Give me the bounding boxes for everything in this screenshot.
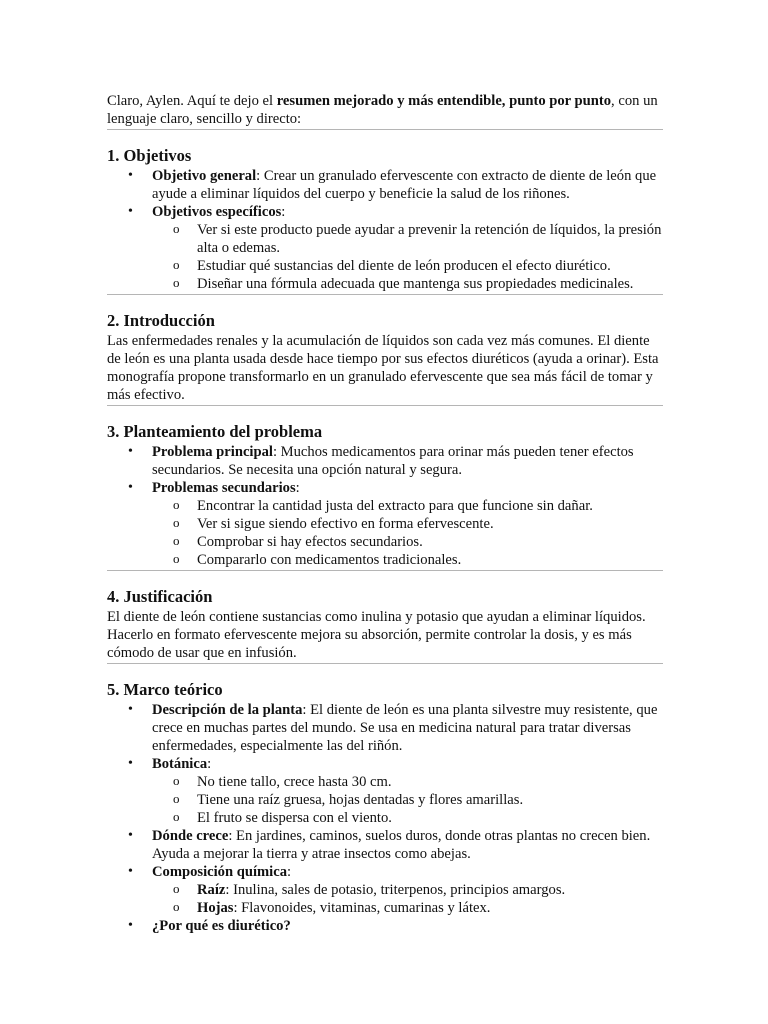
sub-list-item: o Ver si sigue siendo efectivo en forma efervescente. — [152, 515, 663, 533]
item-text: : — [207, 756, 212, 772]
intro-paragraph — [107, 92, 663, 128]
list-item-descripcion — [107, 701, 663, 755]
list-item-problema-principal — [107, 443, 663, 479]
item-label: Botánica — [152, 756, 208, 772]
item-label: Objetivos específicos — [152, 204, 282, 220]
introduccion-paragraph: Las enfermedades renales y la acumulación de líquidos son cada vez más comunes. El diente de león es una planta usada desde hace tiempo por sus efectos diuréticos (ayuda a orinar). Esta monografía propone transformarlo en un granulado efervescente que sea más fácil de tomar y más efectivo. — [107, 333, 659, 403]
sub-list-item: o Comprobar si hay efectos secundarios. — [152, 533, 663, 551]
item-text: : — [287, 864, 292, 880]
section-title-introduccion: 2. Introducción — [107, 311, 215, 330]
item-label: Problemas secundarios — [152, 480, 296, 496]
list-item-donde-crece — [107, 827, 663, 863]
item-text: : Flavonoides, vitaminas, cumarinas y látex. — [233, 900, 491, 916]
item-label: Dónde crece — [152, 828, 229, 844]
section-divider — [107, 663, 663, 664]
objetivos-list — [107, 167, 663, 293]
item-text: : El diente de león es una planta silvestre muy resistente, que crece en muchas partes del mundo. Se usa en medicina natural para tratar diversas enfermedades, especialmente las del riñón. — [152, 702, 658, 754]
item-label: ¿Por qué es diurético? — [152, 918, 291, 934]
intro-text-end: , con un lenguaje claro, sencillo y directo: — [107, 93, 658, 127]
list-item-problemas-secundarios — [107, 479, 663, 569]
section-title-objetivos: 1. Objetivos — [107, 146, 192, 165]
botanica-sublist — [152, 773, 663, 827]
item-label: Raíz — [197, 882, 226, 898]
sub-list-item: o No tiene tallo, crece hasta 30 cm. — [152, 773, 663, 791]
problemas-secundarios-sublist — [152, 497, 663, 569]
item-label: Problema principal — [152, 444, 273, 460]
sub-list-item: o Compararlo con medicamentos tradicionales. — [152, 551, 663, 569]
sub-list-item: o Tiene una raíz gruesa, hojas dentadas y flores amarillas. — [152, 791, 663, 809]
sub-list-item: o Diseñar una fórmula adecuada que mantenga sus propiedades medicinales. — [152, 275, 663, 293]
section-divider — [107, 129, 663, 130]
item-label: Hojas — [197, 900, 234, 916]
sub-list-item — [152, 881, 663, 899]
sub-list-item: o Encontrar la cantidad justa del extracto para que funcione sin dañar. — [152, 497, 663, 515]
item-label: Objetivo general — [152, 168, 257, 184]
objetivos-especificos-sublist — [152, 221, 663, 293]
sub-list-item — [152, 899, 663, 917]
item-text: : — [281, 204, 286, 220]
section-title-marco-teorico: 5. Marco teórico — [107, 680, 223, 699]
document-body — [107, 92, 663, 935]
section-title-planteamiento: 3. Planteamiento del problema — [107, 422, 323, 441]
section-divider — [107, 570, 663, 571]
list-item-diuretico — [107, 917, 663, 935]
list-item-composicion — [107, 863, 663, 917]
sub-list-item: o Ver si este producto puede ayudar a prevenir la retención de líquidos, la presión alta o edemas. — [152, 221, 663, 257]
sub-list-item: o El fruto se dispersa con el viento. — [152, 809, 663, 827]
list-item-objetivo-general — [107, 167, 663, 203]
section-title-justificacion: 4. Justificación — [107, 587, 213, 606]
composicion-sublist — [152, 881, 663, 917]
intro-text: Claro, Aylen. Aquí te dejo el — [107, 93, 277, 109]
marco-teorico-list — [107, 701, 663, 935]
problemas-list — [107, 443, 663, 569]
item-label: Composición química — [152, 864, 288, 880]
section-divider — [107, 405, 663, 406]
sub-list-item: o Estudiar qué sustancias del diente de león producen el efecto diurético. — [152, 257, 663, 275]
item-text: : Inulina, sales de potasio, triterpenos, principios amargos. — [225, 882, 566, 898]
item-text: : Crear un granulado efervescente con extracto de diente de león que ayude a eliminar líquidos del cuerpo y beneficie la salud de los riñones. — [152, 168, 657, 202]
item-label: Descripción de la planta — [152, 702, 303, 718]
item-text: : Muchos medicamentos para orinar más pueden tener efectos secundarios. Se necesita una opción natural y segura. — [152, 444, 634, 478]
item-text: : En jardines, caminos, suelos duros, donde otras plantas no crecen bien. Ayuda a mejorar la tierra y atrae insectos como abejas. — [152, 828, 651, 862]
list-item-objetivos-especificos — [107, 203, 663, 293]
section-divider — [107, 294, 663, 295]
justificacion-paragraph: El diente de león contiene sustancias como inulina y potasio que ayudan a eliminar líquidos. Hacerlo en formato efervescente mejora su absorción, permite controlar la dosis, y es más cómodo de usar que en infusión. — [107, 609, 646, 661]
intro-bold-text: resumen mejorado y más entendible, punto por punto — [276, 93, 612, 109]
item-text: : — [295, 480, 300, 496]
list-item-botanica — [107, 755, 663, 827]
